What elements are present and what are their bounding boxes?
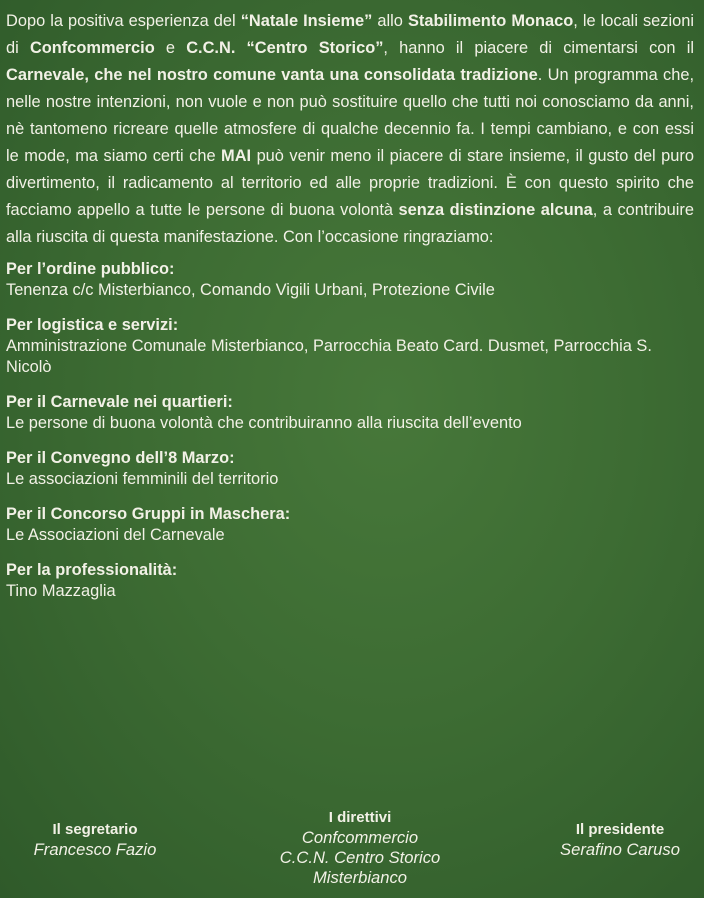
secretary-signature: [10, 820, 180, 860]
ack-body: Le Associazioni del Carnevale: [6, 526, 225, 544]
intro-bold: Stabilimento Monaco: [407, 12, 574, 30]
signature-block: [0, 808, 704, 898]
intro-text: . Un programma che, nelle nostre intenzioni, non vuole e non può sostituire quello che tutti noi conosciamo da anni, nè tantomeno ricreare quelle atmosfere di qualche decennio fa. I tempi cambiano, e con essi le mode, ma siamo certi che: [6, 66, 695, 165]
acknowledgements-list: [6, 259, 694, 602]
president-role: Il presidente: [575, 821, 665, 838]
boards-line-3: Misterbianco: [312, 868, 408, 887]
intro-text: allo: [372, 12, 408, 30]
intro-bold: Carnevale, che nel nostro comune vanta una consolidata tradizione: [6, 66, 538, 84]
ack-conference: [6, 448, 694, 490]
president-signature: [535, 820, 704, 860]
ack-heading: Per il Carnevale nei quartieri:: [6, 393, 233, 411]
intro-text: può venir meno il piacere di stare insieme, il gusto del puro divertimento, il radicamento al territorio ed alle proprie tradizioni. È con questo spirito che facciamo appello a tutte le persone di buona volontà: [6, 147, 694, 219]
boards-signature: [250, 808, 470, 888]
ack-public-order: [6, 259, 694, 301]
boards-role: I direttivi: [328, 809, 392, 826]
intro-text: Dopo la positiva esperienza del: [6, 12, 241, 30]
ack-body: Tenenza c/c Misterbianco, Comando Vigili Urbani, Protezione Civile: [6, 281, 495, 299]
president-name: Serafino Caruso: [560, 840, 680, 859]
ack-heading: Per l’ordine pubblico:: [6, 260, 175, 278]
intro-bold: Confcommercio: [29, 39, 155, 57]
ack-body: Le associazioni femminili del territorio: [6, 470, 279, 488]
ack-logistics: [6, 315, 694, 378]
ack-mask-contest: [6, 504, 694, 546]
intro-bold: MAI: [221, 147, 252, 165]
ack-body: Le persone di buona volontà che contribuiranno alla riuscita dell’evento: [6, 414, 522, 432]
secretary-name: Francesco Fazio: [33, 840, 157, 859]
intro-bold: senza distinzione alcuna: [398, 201, 593, 219]
ack-body: Amministrazione Comunale Misterbianco, Parrocchia Beato Card. Dusmet, Parrocchia S. Nicolò: [6, 337, 652, 376]
intro-text: e: [154, 39, 187, 57]
ack-professionalism: [6, 560, 694, 602]
intro-paragraph: [6, 8, 694, 251]
ack-body: Tino Mazzaglia: [6, 582, 116, 600]
intro-text: , a contribuire alla riuscita di questa manifestazione. Con l’occasione ringraziamo:: [6, 201, 695, 246]
ack-heading: Per il Convegno dell’8 Marzo:: [6, 449, 235, 467]
document-page: [6, 8, 694, 616]
intro-bold: “Natale Insieme”: [240, 12, 373, 30]
secretary-role: Il segretario: [52, 821, 138, 838]
ack-heading: Per il Concorso Gruppi in Maschera:: [6, 505, 291, 523]
intro-text: , le locali sezioni di: [6, 12, 695, 57]
boards-line-1: Confcommercio: [301, 828, 419, 847]
ack-neighborhoods: [6, 392, 694, 434]
ack-heading: Per logistica e servizi:: [6, 316, 179, 334]
ack-heading: Per la professionalità:: [6, 561, 178, 579]
intro-bold: C.C.N. “Centro Storico”: [186, 39, 384, 57]
intro-text: , hanno il piacere di cimentarsi con il: [383, 39, 694, 57]
boards-line-2: C.C.N. Centro Storico: [279, 848, 441, 867]
